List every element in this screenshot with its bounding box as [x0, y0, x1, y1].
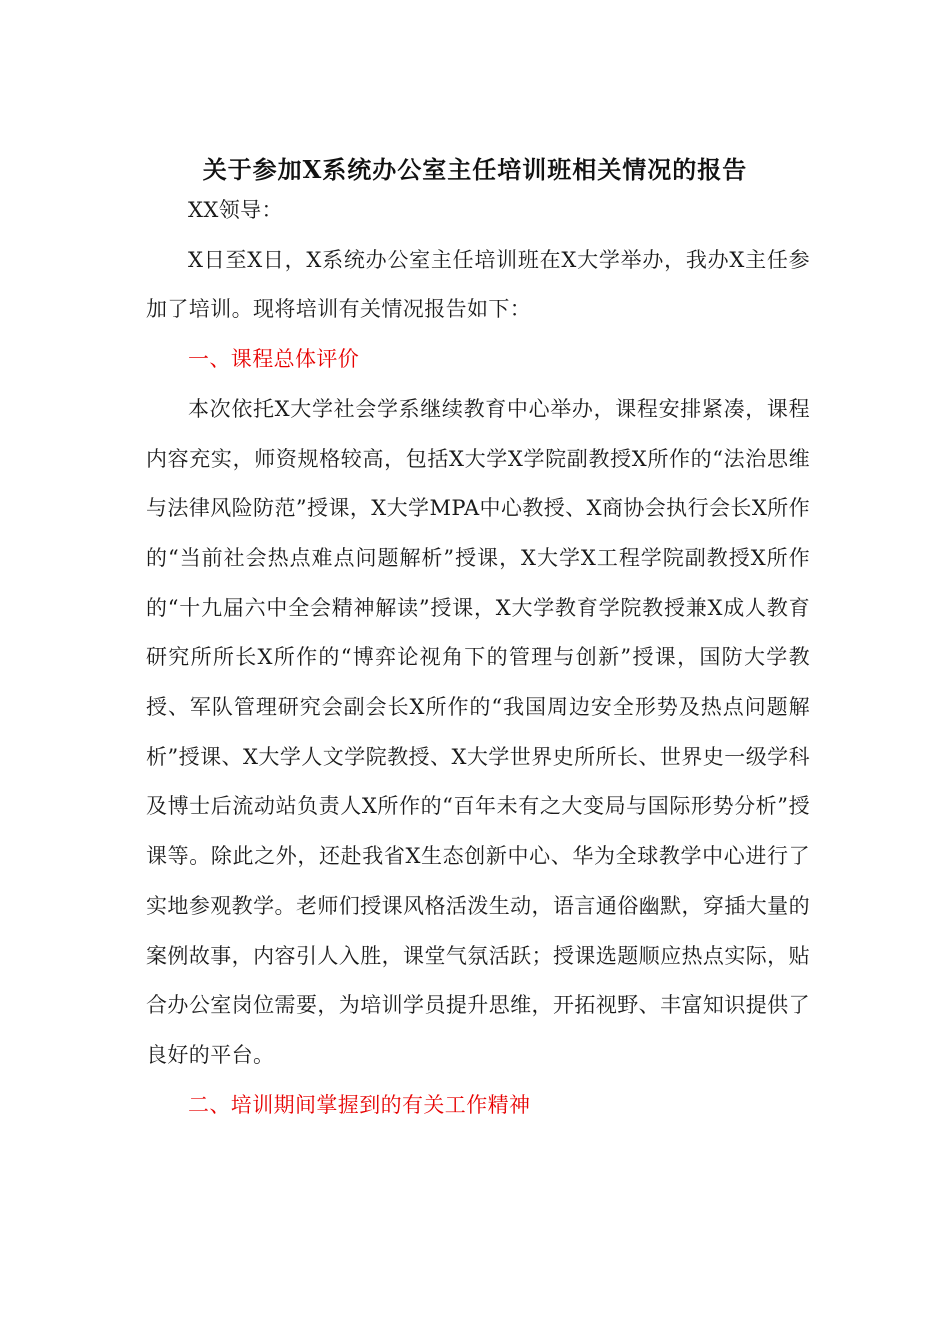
document-title: 关于参加X系统办公室主任培训班相关情况的报告: [202, 155, 748, 184]
section-paragraph-1: 本次依托X大学社会学系继续教育中心举办，课程安排紧凑，课程内容充实，师资规格较高，包括X大学X学院副教授X所作的“法治思维与法律风险防范”授课，X大学MPA中心教授、X商协会执行会长X所作的“当前社会热点难点问题解析”授课，X大学X工程学院副教授X所作的“十九届六中全会精神解读”授课，X大学教育学院教授兼X成人教育研究所所长X所作的“博弈论视角下的管理与创新”授课，国防大学教授、军队管理研究会副会长X所作的“我国周边安全形势及热点问题解析”授课、X大学人文学院教授、X大学世界史所所长、世界史一级学科及博士后流动站负责人X所作的“百年未有之大变局与国际形势分析”授课等。除此之外，还赴我省X生态创新中心、华为全球教学中心进行了实地参观教学。老师们授课风格活泼生动，语言通俗幽默，穿插大量的案例故事，内容引人入胜，课堂气氛活跃；授课选题顺应热点实际，贴合办公室岗位需要，为培训学员提升思维，开拓视野、丰富知识提供了良好的平台。: [146, 396, 810, 1067]
section-heading-1: 一、课程总体评价: [188, 347, 360, 372]
intro-paragraph: X日至X日，X系统办公室主任培训班在X大学举办，我办X主任参加了培训。现将培训有关情况报告如下：: [146, 247, 810, 322]
section-heading-2: 二、培训期间掌握到的有关工作精神: [188, 1092, 531, 1117]
document-body: [146, 186, 810, 1130]
salutation: XX领导：: [188, 198, 283, 222]
